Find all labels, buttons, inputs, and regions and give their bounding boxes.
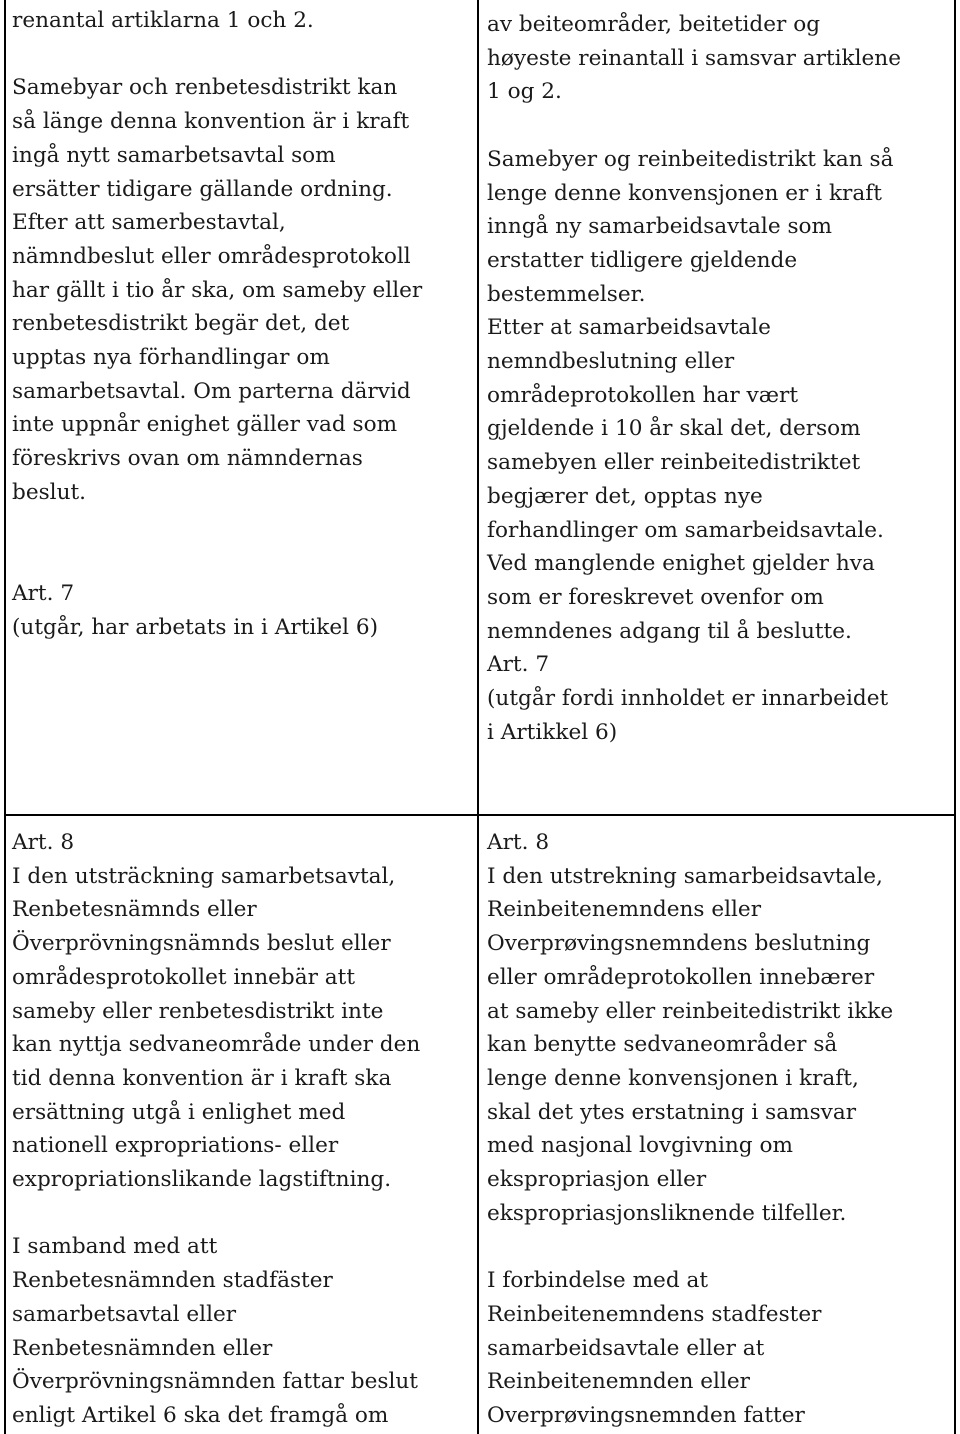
- row2-swedish-text-line: I samband med att: [12, 1234, 218, 1260]
- row2-norwegian-text-line: samarbeidsavtale eller at: [487, 1335, 765, 1361]
- row1-swedish-text-line: föreskrivs ovan om nämndernas: [12, 446, 363, 472]
- row2-norwegian-text-line: lenge denne konvensjonen i kraft,: [487, 1065, 859, 1091]
- row1-norwegian-text-line: Ved manglende enighet gjelder hva: [487, 551, 875, 577]
- row1-swedish-text-line: så länge denna konvention är i kraft: [12, 109, 410, 135]
- row2-norwegian-text-line: skal det ytes erstatning i samsvar: [487, 1099, 857, 1125]
- row2-swedish-text-line: Renbetesnämnden eller: [12, 1335, 273, 1361]
- table-border-left: [4, 0, 6, 1434]
- row1-norwegian-text-line: høyeste reinantall i samsvar artiklene: [487, 45, 901, 71]
- row1-norwegian-text-line: gjeldende i 10 år skal det, dersom: [487, 416, 861, 442]
- row1-swedish-text-line: samarbetsavtal. Om parterna därvid: [12, 378, 411, 404]
- row1-norwegian-text-line: Samebyer og reinbeitedistrikt kan så: [487, 146, 894, 172]
- row2-swedish-text-line: områdesprotokollet innebär att: [12, 964, 356, 990]
- row1-norwegian-text-line: nemndenes adgang til å beslutte.: [487, 618, 852, 644]
- row2-swedish-text-line: expropriationslikande lagstiftning.: [12, 1167, 392, 1193]
- row2-norwegian-text-line: I den utstrekning samarbeidsavtale,: [487, 863, 883, 889]
- row1-swedish-text-line: nämndbeslut eller områdesprotokoll: [12, 243, 411, 269]
- row1-swedish-blank-line: [12, 38, 474, 72]
- row2-norwegian-text-line: ekspropriasjon eller: [487, 1167, 707, 1193]
- row1-norwegian-text-line: 1 og 2.: [487, 79, 562, 105]
- row1-swedish-text-line: Art. 7: [12, 580, 75, 606]
- row2-norwegian-text-line: med nasjonal lovgivning om: [487, 1133, 793, 1159]
- row2-swedish-text-line: Överprövningsnämnden fattar beslut: [12, 1369, 418, 1395]
- table-row-divider: [4, 814, 956, 816]
- row2-norwegian-text-line: Reinbeitenemndens eller: [487, 897, 762, 923]
- row1-swedish-text-line: beslut.: [12, 479, 87, 505]
- row1-swedish-cell: [12, 4, 474, 644]
- row1-norwegian-text-line: (utgår fordi innholdet er innarbeidet: [487, 686, 889, 712]
- row2-swedish-text-line: sameby eller renbetesdistrikt inte: [12, 998, 384, 1024]
- row2-norwegian-blank-line: [487, 1230, 952, 1264]
- row1-norwegian-text-line: samebyen eller reinbeitedistriktet: [487, 450, 861, 476]
- row2-norwegian-text-line: at sameby eller reinbeitedistrikt ikke: [487, 998, 894, 1024]
- row2-swedish-cell: [12, 826, 474, 1433]
- row1-swedish-text-line: renbetesdistrikt begär det, det: [12, 311, 350, 337]
- row1-swedish-text-line: Samebyar och renbetesdistrikt kan: [12, 75, 398, 101]
- row1-norwegian-text-line: begjærer det, opptas nye: [487, 483, 763, 509]
- row2-norwegian-text-line: I forbindelse med at: [487, 1268, 709, 1294]
- row2-swedish-blank-line: [12, 1197, 474, 1231]
- row1-norwegian-text-line: områdeprotokollen har vært: [487, 382, 799, 408]
- row2-swedish-text-line: enligt Artikel 6 ska det framgå om: [12, 1402, 389, 1428]
- row1-swedish-text-line: ingå nytt samarbetsavtal som: [12, 142, 336, 168]
- row2-swedish-text-line: I den utsträckning samarbetsavtal,: [12, 863, 396, 889]
- row1-norwegian-text-line: erstatter tidligere gjeldende: [487, 247, 798, 273]
- row2-swedish-text-line: Överprövningsnämnds beslut eller: [12, 931, 391, 957]
- row1-swedish-text-line: upptas nya förhandlingar om: [12, 345, 330, 371]
- row1-swedish-text-line: renantal artiklarna 1 och 2.: [12, 8, 314, 33]
- table-border-right: [954, 0, 956, 1434]
- row1-swedish-text-line: Efter att samerbestavtal,: [12, 210, 286, 236]
- row1-swedish-blank-line: [12, 543, 474, 577]
- row1-norwegian-text-line: nemndbeslutning eller: [487, 349, 735, 375]
- row2-norwegian-text-line: ekspropriasjonsliknende tilfeller.: [487, 1200, 847, 1226]
- row1-norwegian-text-line: som er foreskrevet ovenfor om: [487, 584, 824, 610]
- row2-norwegian-text-line: Overprøvingsnemndens beslutning: [487, 931, 871, 957]
- row2-norwegian-text-line: eller områdeprotokollen innebærer: [487, 964, 875, 990]
- row1-norwegian-cell: [487, 8, 952, 749]
- row1-norwegian-text-line: bestemmelser.: [487, 281, 646, 307]
- row2-swedish-text-line: Renbetesnämnden stadfäster: [12, 1268, 333, 1294]
- row2-norwegian-text-line: Art. 8: [487, 830, 550, 855]
- row1-norwegian-text-line: av beiteområder, beitetider og: [487, 12, 821, 37]
- row1-swedish-text-line: (utgår, har arbetats in i Artikel 6): [12, 614, 379, 640]
- row2-norwegian-cell: [487, 826, 952, 1433]
- table-column-divider: [477, 0, 479, 1434]
- row1-norwegian-text-line: i Artikkel 6): [487, 719, 618, 745]
- row1-norwegian-text-line: Etter at samarbeidsavtale: [487, 315, 771, 341]
- row2-swedish-text-line: kan nyttja sedvaneområde under den: [12, 1032, 421, 1058]
- row2-norwegian-text-line: Reinbeitenemndens stadfester: [487, 1301, 822, 1327]
- row1-norwegian-text-line: Art. 7: [487, 652, 550, 678]
- row1-norwegian-text-line: forhandlinger om samarbeidsavtale.: [487, 517, 884, 543]
- row2-swedish-text-line: tid denna konvention är i kraft ska: [12, 1065, 392, 1091]
- row1-norwegian-blank-line: [487, 109, 952, 143]
- row1-norwegian-text-line: inngå ny samarbeidsavtale som: [487, 214, 833, 240]
- row1-swedish-text-line: inte uppnår enighet gäller vad som: [12, 412, 398, 438]
- row2-norwegian-text-line: Reinbeitenemnden eller: [487, 1369, 750, 1395]
- row2-swedish-text-line: ersättning utgå i enlighet med: [12, 1099, 346, 1125]
- row1-swedish-text-line: ersätter tidigare gällande ordning.: [12, 176, 393, 202]
- row2-swedish-text-line: samarbetsavtal eller: [12, 1301, 237, 1327]
- row1-norwegian-text-line: lenge denne konvensjonen er i kraft: [487, 180, 882, 206]
- row2-swedish-text-line: Art. 8: [12, 830, 75, 855]
- row1-swedish-blank-line: [12, 510, 474, 544]
- row1-swedish-text-line: har gällt i tio år ska, om sameby eller: [12, 277, 423, 303]
- row2-swedish-text-line: nationell expropriations- eller: [12, 1133, 339, 1159]
- row2-norwegian-text-line: kan benytte sedvaneområder så: [487, 1032, 838, 1058]
- row2-norwegian-text-line: Overprøvingsnemnden fatter: [487, 1402, 805, 1428]
- row2-swedish-text-line: Renbetesnämnds eller: [12, 897, 257, 923]
